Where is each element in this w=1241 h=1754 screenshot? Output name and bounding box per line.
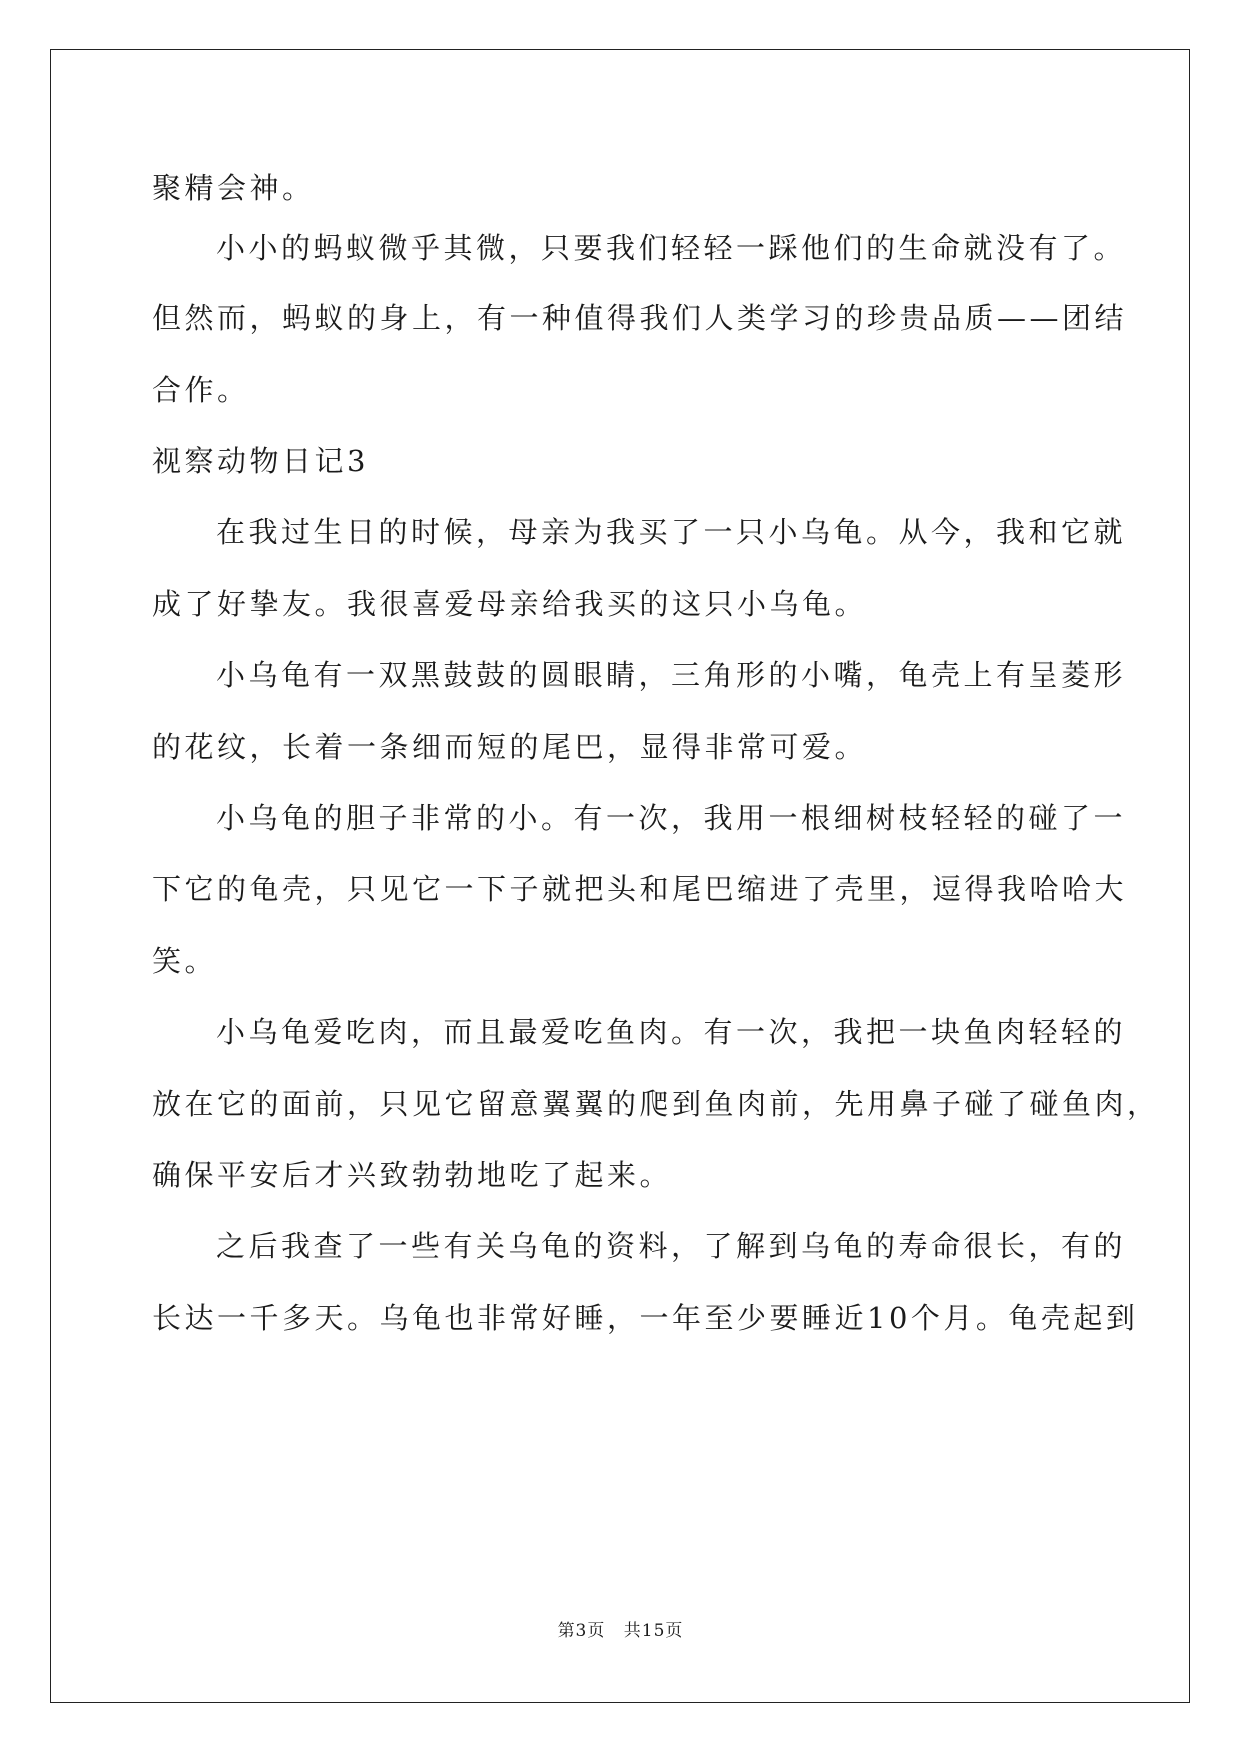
text-line: 在我过生日的时候，母亲为我买了一只小乌龟。从今，我和它就 bbox=[216, 515, 1127, 549]
text-line: 小乌龟爱吃肉，而且最爱吃鱼肉。有一次，我把一块鱼肉轻轻的 bbox=[216, 1015, 1127, 1049]
text-line: 之后我查了一些有关乌龟的资料，了解到乌龟的寿命很长，有的 bbox=[216, 1229, 1127, 1263]
text-line: 小乌龟有一双黑鼓鼓的圆眼睛，三角形的小嘴，龟壳上有呈菱形 bbox=[216, 658, 1127, 692]
page-number: 第3页 bbox=[557, 1621, 606, 1641]
text-line: 小小的蚂蚁微乎其微，只要我们轻轻一踩他们的生命就没有了。 bbox=[216, 231, 1127, 265]
section-heading: 视察动物日记3 bbox=[152, 444, 369, 478]
text-line: 但然而，蚂蚁的身上，有一种值得我们人类学习的珍贵品质——团结 bbox=[152, 301, 1128, 335]
text-line: 小乌龟的胆子非常的小。有一次，我用一根细树枝轻轻的碰了一 bbox=[216, 801, 1127, 835]
page-footer bbox=[0, 1619, 1241, 1643]
text-line: 聚精会神。 bbox=[152, 171, 315, 205]
text-line: 的花纹，长着一条细而短的尾巴，显得非常可爱。 bbox=[152, 730, 868, 764]
text-line: 成了好挚友。我很喜爱母亲给我买的这只小乌龟。 bbox=[152, 587, 868, 621]
text-line: 长达一千多天。乌龟也非常好睡，一年至少要睡近10个月。龟壳起到 bbox=[152, 1301, 1139, 1335]
page-total: 共15页 bbox=[623, 1621, 684, 1641]
text-line: 放在它的面前，只见它留意翼翼的爬到鱼肉前，先用鼻子碰了碰鱼肉， bbox=[152, 1087, 1160, 1121]
text-line: 下它的龟壳，只见它一下子就把头和尾巴缩进了壳里，逗得我哈哈大 bbox=[152, 872, 1128, 906]
text-line: 笑。 bbox=[152, 944, 218, 978]
text-line: 确保平安后才兴致勃勃地吃了起来。 bbox=[152, 1158, 673, 1192]
text-line: 合作。 bbox=[152, 373, 250, 407]
